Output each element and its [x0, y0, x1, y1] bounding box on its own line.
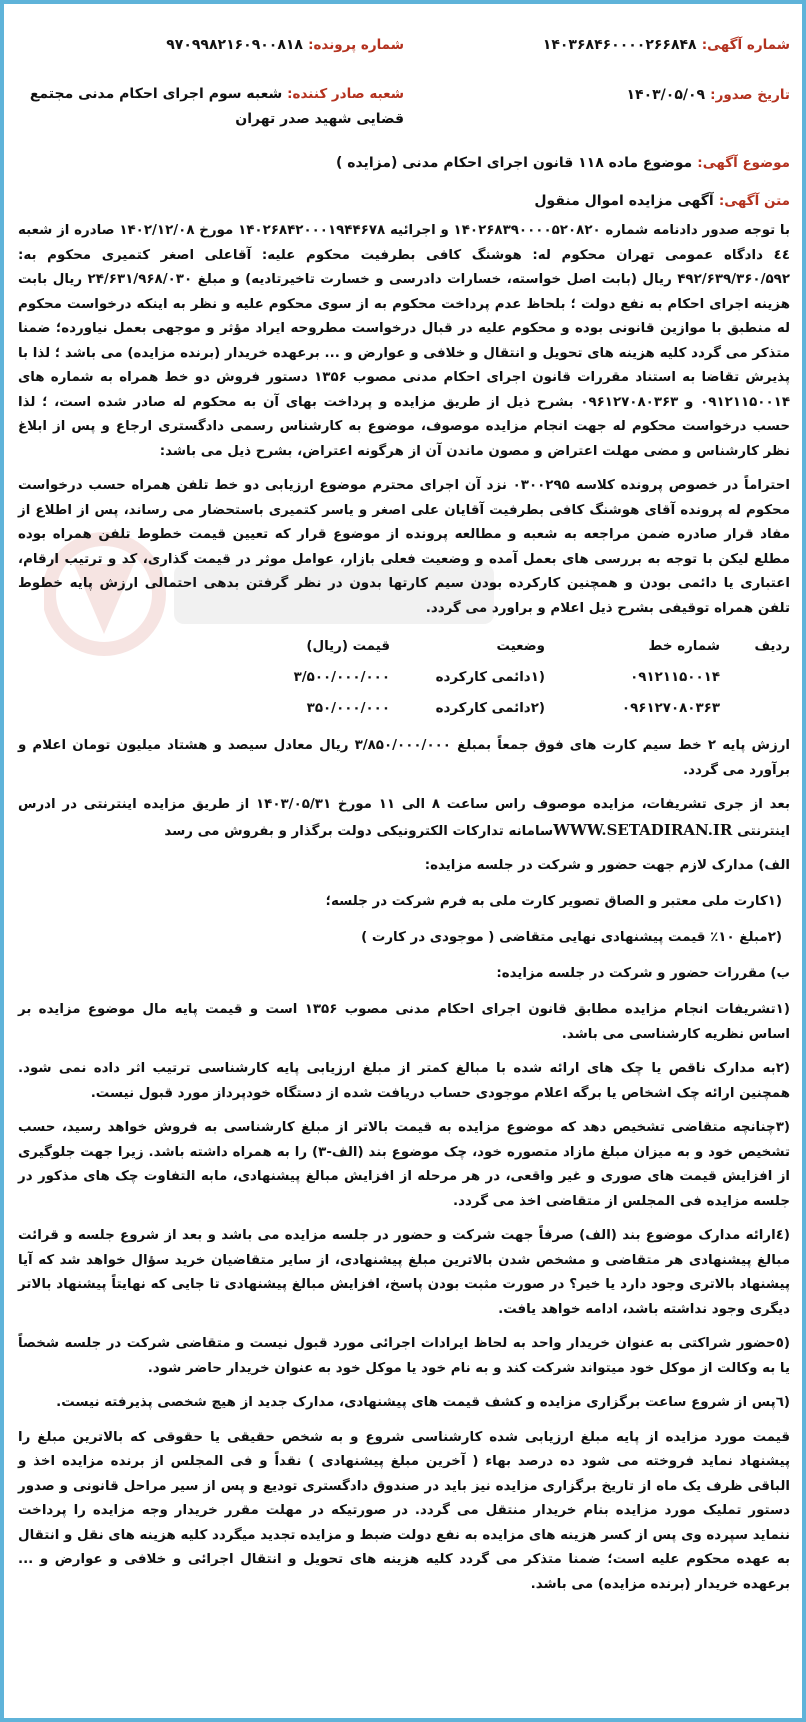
section-b-item-4: (٤ارائه مدارک موضوع بند (الف) صرفاً جهت شرکت و حضور در جلسه مزایده می باشد و بعد از شروع جلسه و قرائت مبالغ پیشنهادی هر متقاضی و مشخص شدن بالاترین مبلغ پیشنهادی، از سایر متقاضیان خرید سؤال خواهد شد که آیا پیشنهاد بالاتری وجود دارد یا خیر؟ در صورت مثبت بودن پاسخ، افزایش مبالغ پیشنهادی تا جایی که نهایتاً پیشنهاد بالاتر دیگری وجود نداشته باشد، ادامه خواهد یافت.	[18, 1228, 790, 1317]
ad-number-label: شماره آگهی:	[701, 37, 790, 53]
case-number-label: شماره پرونده:	[308, 37, 404, 53]
col-header-status: وضعیت	[496, 639, 545, 654]
header-left-column	[18, 12, 404, 127]
paragraph-judgment: با توجه صدور دادنامه شماره ۱۴۰۲۶۸۳۹۰۰۰۰۵۲۰۸۲۰ و اجرائیه ۱۴۰۲۶۸۴۲۰۰۰۱۹۴۴۶۷۸ مورخ ۱۴۰۲/۱۲/۰۸ صادره از شعبه ٤٤ دادگاه عمومی تهران محکوم له: هوشنگ کافی بطرفیت محکوم علیه: آقاعلی اصغر کتمیری محکوم به: ۴۹۲/۶۳۹/۳۶۰/۵۹۲ ریال (بابت اصل خواسته، خسارات دادرسی و خسارت تاخیرتادیه) و مبلغ ۲۴/۶۳۱/۹۶۸/۰۳۰ ریال بابت هزینه اجرای احکام به نفع دولت ؛ بلحاظ عدم پرداخت محکوم به از سوی محکوم علیه و نظر به اینکه درخواست محکوم له منطبق با موازین قانونی بوده و محکوم علیه در قبال درخواست مطروحه ایراد مؤثر و موجهی بعمل نیاورده؛ ضمنا متذکر می گردد کلیه هزینه های تحویل و انتقال و خلافی و عوارض و ... برعهده خریدار (برنده مزایده) می باشد ؛ لذا با پذیرش تقاضا به استناد مقررات قانون اجرای احکام مدنی مصوب ۱۳۵۶ دستور فروش دو خط همراه به شماره های ۰۹۱۲۱۱۵۰۰۱۴ و ۰۹۶۱۲۷۰۸۰۳۶۳ بشرح ذیل از طریق مزایده و پرداخت بهای آن به محکوم له صادر شده است، ؛ لذا حسب درخواست محکوم له جهت انجام مزایده موصوف، موضوع به کارشناس رسمی دادگستری ارجاع و پس از ابلاغ نظر کارشناس و مضی مهلت اعتراض و مصون ماندن آن از هرگونه اعتراض، بشرح ذیل می باشد:	[18, 223, 790, 459]
table-cell-status: (۲دائمی کارکرده	[435, 701, 545, 716]
table-cell-row-number	[720, 693, 790, 724]
table-cell-price: ۳/۵۰۰/۰۰۰/۰۰۰	[293, 670, 390, 685]
case-number-row	[18, 32, 404, 56]
subject-label: موضوع آگهی:	[697, 155, 790, 171]
notice-body	[18, 219, 790, 1607]
subject-row	[18, 150, 790, 175]
section-b-item-6: (٦پس از شروع ساعت برگزاری مزایده و کشف قیمت های پیشنهادی، مدارک جدید از هیچ شخصی پذیرفته نیست.	[56, 1395, 790, 1410]
paragraph-final-terms: قیمت مورد مزایده از پایه مبلغ ارزیابی شده کارشناسی شروع و به شخص حقیقی یا حقوقی که بالاترین مبلغ را پیشنهاد نماید فروخته می شود ده درصد بهاء ( آخرین مبلغ پیشنهادی ) نقداً و فی المجلس از برنده مزایده اخذ و الباقی ظرف یک ماه از تاریخ برگزاری مزایده نیز باید در صندوق دادگستری تودیع و پس از سیر مراحل قانونی و صدور دستور تملیک مورد مزایده بنام خریدار منتقل می گردد. در صورتیکه در مهلت مقرر خریدار وجه مزایده را پرداخت ننماید سپرده وی پس از کسر هزینه های مزایده به نفع دولت ضبط و مزایده تجدید میگردد کلیه هزینه های نقل و انتقال به عهده محکوم علیه است؛ ضمنا متذکر می گردد کلیه هزینه های تحویل و انتقال اجرائی و خلافی و عوارض و ... برعهده خریدار (برنده مزایده) می باشد.	[18, 1429, 790, 1592]
notice-header	[18, 12, 790, 127]
section-a-title: الف) مدارک لازم جهت حضور و شرکت در جلسه مزایده:	[424, 858, 790, 873]
table-cell-row-number	[720, 662, 790, 693]
text-label: متن آگهی:	[718, 193, 790, 209]
table-cell-status: (۱دائمی کارکرده	[435, 670, 545, 685]
section-b-item-1: (۱تشریفات انجام مزایده مطابق قانون اجرای احکام مدنی مصوب ۱۳۵۶ است و قیمت پایه مال موضوع مزایده بر اساس نظریه کارشناسی می باشد.	[18, 1002, 790, 1042]
paragraph-total-value: ارزش پایه ۲ خط سیم کارت های فوق جمعاً بمبلغ ۳/۸۵۰/۰۰۰/۰۰۰ ریال معادل سیصد و هشتاد میلیون تومان اعلام و برآورد می گردد.	[18, 738, 791, 778]
table-cell-price: ۳۵۰/۰۰۰/۰۰۰	[306, 701, 390, 716]
notice-content	[18, 12, 791, 1592]
section-a-item-1: (۱کارت ملی معتبر و الصاق تصویر کارت ملی به فرم شرکت در جلسه؛	[325, 894, 782, 909]
table-row	[30, 662, 790, 693]
paragraph-auction-time	[18, 793, 790, 844]
issuer: شعبه سوم اجرای احکام مدنی مجتمع قضایی شهید صدر تهران	[29, 86, 404, 127]
section-b-item-2: (۲به مدارک ناقص یا چک های ارائه شده با مبالغ کمتر از مبلغ ارزیابی پایه کارشناسی ترتیب اثر داده نمی شود. همچنین ارائه چک اشخاص یا برگه اعلام موجودی حساب دریافت شده از دستگاه خودپرداز مورد قبول نیست.	[18, 1061, 790, 1101]
col-header-row-number: ردیف	[754, 639, 790, 654]
auction-system-text: سامانه تدارکات الکترونیکی دولت برگذار و بفروش می رسد	[164, 823, 554, 839]
table-cell-line-number: ۰۹۱۲۱۱۵۰۰۱۴	[630, 670, 720, 685]
issue-date-row	[404, 82, 790, 106]
ad-number-row	[404, 32, 790, 56]
paragraph-expert-report: احتراماً در خصوص پرونده کلاسه ۰۳۰۰۲۹۵ نزد آن اجرای محترم موضوع ارزیابی دو خط تلفن همراه حسب درخواست محکوم له پرونده آقای هوشنگ کافی بطرفیت آقایان علی اصغر و یاسر کتمیری باستحضار می رساند، پس از اطلاع از مفاد قرار صادره ضمن مراجعه به شعبه و مطالعه پرونده از موضوع قرار که تعیین قیمت خطوط تلفن همراه بوده مطلع لیکن با توجه به بررسی های بعمل آمده و وضعیت فعلی بازار، عوامل موثر در قیمت گذاری، کد و ترتیب ارقام، اعتباری یا دائمی بودن و همچنین کارکرده بودن سیم کارتها بدون در نظر گرفتن بدهی احتمالی ارزش پایه خطوط تلفن همراه توقیفی بشرح ذیل اعلام و براورد می گردد.	[18, 478, 790, 616]
table-row	[30, 693, 790, 724]
case-number: ۹۷۰۹۹۸۲۱۶۰۹۰۰۸۱۸	[166, 37, 303, 53]
section-b-item-3: (۳چنانچه متقاضی تشخیص دهد که موضوع مزایده به قیمت بالاتر از مبلغ کارشناسی به فروش خواهد رسید، حسب تشخیص خود و به میزان مبلغ مازاد متصوره خود، چک موضوع بند (الف-۳) را به همراه داشته باشد. زیرا جهت جلوگیری از افزایش قیمت های صوری و غیر واقعی، در هر مرحله از افزایش مبالغ پیشنهادی، مابه التفاوت چک های مذکور در جلسه مزایده فی المجلس از متقاضی اخذ می گردد.	[18, 1120, 790, 1209]
text-title-row	[18, 188, 790, 213]
table-cell-line-number: ۰۹۶۱۲۷۰۸۰۳۶۳	[621, 701, 720, 716]
auction-time-text: بعد از جری تشریفات، مزایده موصوف راس ساعت ۸ الی ۱۱ مورخ ۱۴۰۳/۰۵/۳۱ از طریق مزایده اینترنتی در ادرس اینترنتی	[18, 797, 790, 839]
issuer-row	[18, 82, 404, 132]
issuer-label: شعبه صادر کننده:	[287, 86, 404, 102]
ad-number: ۱۴۰۳۶۸۴۶۰۰۰۰۲۶۶۸۴۸	[542, 37, 697, 53]
issue-date-label: تاریخ صدور:	[710, 87, 790, 103]
table-header-row	[30, 631, 790, 662]
subject: موضوع ماده ۱۱۸ قانون اجرای احکام مدنی (مزایده )	[335, 155, 693, 171]
phone-lines-table	[30, 631, 790, 724]
header-right-column	[404, 12, 790, 103]
col-header-line-number: شماره خط	[648, 639, 720, 654]
col-header-price: قیمت (ریال)	[306, 639, 390, 654]
section-b-item-5: (٥حضور شراکتی به عنوان خریدار واحد به لحاظ ایرادات اجرائی مورد قبول نیست و متقاضی شرکت در جلسه شخصاً یا به وکالت از موکل خود میتواند شرکت کند و به نام خود یا موکل خود به عنوان خریدار حاضر شود.	[18, 1336, 790, 1376]
setadiran-url: WWW.SETADIRAN.IR	[553, 820, 733, 839]
section-a-item-2: (۲مبلغ ۱۰٪ قیمت پیشنهادی نهایی متقاضی ( موجودی در کارت )	[361, 930, 782, 945]
section-b-title: ب) مقررات حضور و شرکت در جلسه مزایده:	[496, 966, 790, 981]
issue-date: ۱۴۰۳/۰۵/۰۹	[626, 87, 706, 103]
text-title: آگهی مزایده اموال منقول	[534, 193, 714, 209]
